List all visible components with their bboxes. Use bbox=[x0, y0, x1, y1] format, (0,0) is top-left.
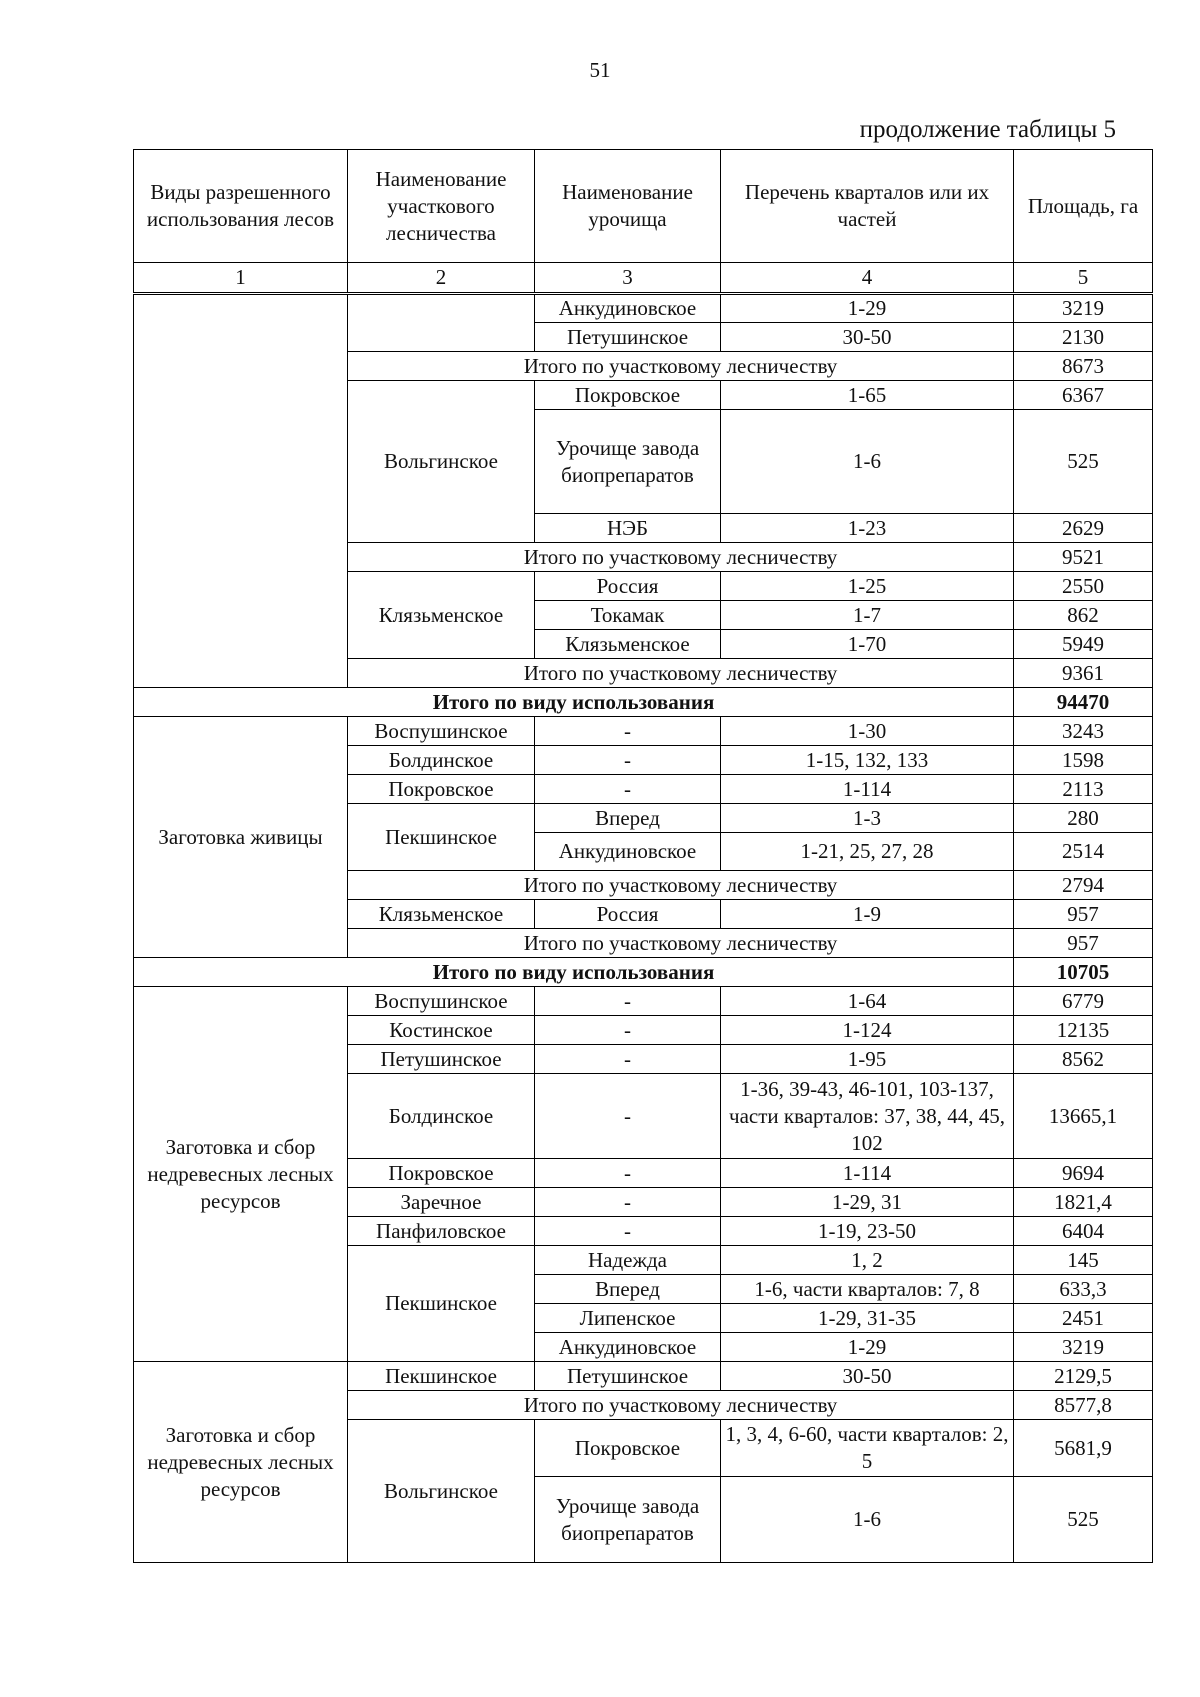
area-cell: 2794 bbox=[1014, 871, 1153, 900]
forestry-cell: Петушинское bbox=[348, 1045, 535, 1074]
area-cell: 145 bbox=[1014, 1246, 1153, 1275]
quarters-cell: 1-64 bbox=[721, 987, 1014, 1016]
subtotal-label: Итого по участковому лесничеству bbox=[348, 871, 1014, 900]
tract-cell: - bbox=[535, 1188, 721, 1217]
quarters-cell: 1-124 bbox=[721, 1016, 1014, 1045]
total-row bbox=[134, 958, 1153, 987]
subtotal-label: Итого по участковому лесничеству bbox=[348, 543, 1014, 572]
forestry-cell: Вольгинское bbox=[348, 1420, 535, 1563]
area-cell: 957 bbox=[1014, 929, 1153, 958]
area-cell: 9361 bbox=[1014, 659, 1153, 688]
forestry-cell: Заречное bbox=[348, 1188, 535, 1217]
tract-cell: - bbox=[535, 717, 721, 746]
quarters-cell: 1-36, 39-43, 46-101, 103-137, части кварталов: 37, 38, 44, 45, 102 bbox=[721, 1074, 1014, 1159]
tract-cell: Урочище завода биопрепаратов bbox=[535, 1477, 721, 1563]
header-cell: Перечень кварталов или их частей bbox=[721, 150, 1014, 263]
tract-cell: Вперед bbox=[535, 1275, 721, 1304]
tract-cell: Токамак bbox=[535, 601, 721, 630]
forestry-cell: Пекшинское bbox=[348, 1362, 535, 1391]
tract-cell: - bbox=[535, 1016, 721, 1045]
tract-cell: Петушинское bbox=[535, 323, 721, 352]
forestry-cell: Панфиловское bbox=[348, 1217, 535, 1246]
area-cell: 8673 bbox=[1014, 352, 1153, 381]
area-cell: 6779 bbox=[1014, 987, 1153, 1016]
subtotal-label: Итого по участковому лесничеству bbox=[348, 659, 1014, 688]
header-cell: Наименование участкового лесничества bbox=[348, 150, 535, 263]
column-number: 1 bbox=[134, 263, 348, 294]
header-row bbox=[134, 150, 1153, 263]
forestry-cell: Клязьменское bbox=[348, 900, 535, 929]
quarters-cell: 1-70 bbox=[721, 630, 1014, 659]
area-cell: 2113 bbox=[1014, 775, 1153, 804]
quarters-cell: 1-6, части кварталов: 7, 8 bbox=[721, 1275, 1014, 1304]
use-type-cell bbox=[134, 294, 348, 688]
quarters-cell: 1, 2 bbox=[721, 1246, 1014, 1275]
quarters-cell: 1-6 bbox=[721, 410, 1014, 514]
tract-cell: Анкудиновское bbox=[535, 1333, 721, 1362]
quarters-cell: 1-114 bbox=[721, 1159, 1014, 1188]
area-cell: 2550 bbox=[1014, 572, 1153, 601]
tract-cell: - bbox=[535, 1045, 721, 1074]
header-cell: Наименование урочища bbox=[535, 150, 721, 263]
quarters-cell: 30-50 bbox=[721, 323, 1014, 352]
quarters-cell: 30-50 bbox=[721, 1362, 1014, 1391]
tract-cell: Вперед bbox=[535, 804, 721, 833]
tract-cell: - bbox=[535, 1074, 721, 1159]
area-cell: 8577,8 bbox=[1014, 1391, 1153, 1420]
header-cell: Площадь, га bbox=[1014, 150, 1153, 263]
area-cell: 2130 bbox=[1014, 323, 1153, 352]
area-cell: 3219 bbox=[1014, 1333, 1153, 1362]
area-cell: 13665,1 bbox=[1014, 1074, 1153, 1159]
quarters-cell: 1-21, 25, 27, 28 bbox=[721, 833, 1014, 871]
tract-cell: Покровское bbox=[535, 381, 721, 410]
tract-cell: - bbox=[535, 1217, 721, 1246]
page-number: 51 bbox=[589, 58, 611, 82]
tract-cell: - bbox=[535, 775, 721, 804]
area-cell: 525 bbox=[1014, 410, 1153, 514]
total-area-cell: 94470 bbox=[1014, 688, 1153, 717]
quarters-cell: 1, 3, 4, 6-60, части кварталов: 2, 5 bbox=[721, 1420, 1014, 1477]
area-cell: 957 bbox=[1014, 900, 1153, 929]
total-area-cell: 10705 bbox=[1014, 958, 1153, 987]
use-type-cell: Заготовка и сбор недревесных лесных ресурсов bbox=[134, 1362, 348, 1563]
tract-cell: - bbox=[535, 1159, 721, 1188]
area-cell: 3219 bbox=[1014, 294, 1153, 323]
tract-cell: Липенское bbox=[535, 1304, 721, 1333]
use-type-cell: Заготовка живицы bbox=[134, 717, 348, 958]
tract-cell: - bbox=[535, 987, 721, 1016]
tract-cell: Клязьменское bbox=[535, 630, 721, 659]
column-number: 3 bbox=[535, 263, 721, 294]
forestry-cell: Костинское bbox=[348, 1016, 535, 1045]
quarters-cell: 1-29 bbox=[721, 294, 1014, 323]
area-cell: 5949 bbox=[1014, 630, 1153, 659]
tract-cell: НЭБ bbox=[535, 514, 721, 543]
area-cell: 6367 bbox=[1014, 381, 1153, 410]
column-number: 4 bbox=[721, 263, 1014, 294]
forestry-cell: Болдинское bbox=[348, 1074, 535, 1159]
quarters-cell: 1-25 bbox=[721, 572, 1014, 601]
forestry-cell: Клязьменское bbox=[348, 572, 535, 659]
area-cell: 2514 bbox=[1014, 833, 1153, 871]
tract-cell: Покровское bbox=[535, 1420, 721, 1477]
use-type-cell: Заготовка и сбор недревесных лесных ресурсов bbox=[134, 987, 348, 1362]
quarters-cell: 1-7 bbox=[721, 601, 1014, 630]
tract-cell: - bbox=[535, 746, 721, 775]
area-cell: 280 bbox=[1014, 804, 1153, 833]
area-cell: 5681,9 bbox=[1014, 1420, 1153, 1477]
forestry-cell: Покровское bbox=[348, 1159, 535, 1188]
quarters-cell: 1-23 bbox=[721, 514, 1014, 543]
total-row bbox=[134, 688, 1153, 717]
quarters-cell: 1-19, 23-50 bbox=[721, 1217, 1014, 1246]
subtotal-label: Итого по участковому лесничеству bbox=[348, 352, 1014, 381]
area-cell: 633,3 bbox=[1014, 1275, 1153, 1304]
quarters-cell: 1-15, 132, 133 bbox=[721, 746, 1014, 775]
quarters-cell: 1-9 bbox=[721, 900, 1014, 929]
area-cell: 9521 bbox=[1014, 543, 1153, 572]
quarters-cell: 1-6 bbox=[721, 1477, 1014, 1563]
area-cell: 1821,4 bbox=[1014, 1188, 1153, 1217]
forestry-cell: Воспушинское bbox=[348, 717, 535, 746]
tract-cell: Урочище завода биопрепаратов bbox=[535, 410, 721, 514]
subtotal-label: Итого по участковому лесничеству bbox=[348, 1391, 1014, 1420]
area-cell: 12135 bbox=[1014, 1016, 1153, 1045]
tract-cell: Россия bbox=[535, 572, 721, 601]
table-row bbox=[134, 717, 1153, 746]
table-row bbox=[134, 1362, 1153, 1391]
tract-cell: Анкудиновское bbox=[535, 294, 721, 323]
table-row bbox=[134, 987, 1153, 1016]
quarters-cell: 1-95 bbox=[721, 1045, 1014, 1074]
forestry-cell: Покровское bbox=[348, 775, 535, 804]
table-row bbox=[134, 294, 1153, 323]
forestry-cell: Пекшинское bbox=[348, 804, 535, 871]
quarters-cell: 1-65 bbox=[721, 381, 1014, 410]
column-number: 2 bbox=[348, 263, 535, 294]
area-cell: 9694 bbox=[1014, 1159, 1153, 1188]
quarters-cell: 1-114 bbox=[721, 775, 1014, 804]
forestry-cell: Болдинское bbox=[348, 746, 535, 775]
tract-cell: Надежда bbox=[535, 1246, 721, 1275]
tract-cell: Россия bbox=[535, 900, 721, 929]
quarters-cell: 1-29 bbox=[721, 1333, 1014, 1362]
quarters-cell: 1-29, 31 bbox=[721, 1188, 1014, 1217]
quarters-cell: 1-3 bbox=[721, 804, 1014, 833]
column-number: 5 bbox=[1014, 263, 1153, 294]
forestry-cell bbox=[348, 294, 535, 352]
area-cell: 6404 bbox=[1014, 1217, 1153, 1246]
forestry-cell: Вольгинское bbox=[348, 381, 535, 543]
area-cell: 2129,5 bbox=[1014, 1362, 1153, 1391]
area-cell: 8562 bbox=[1014, 1045, 1153, 1074]
forest-use-table bbox=[133, 149, 1153, 1563]
header-cell: Виды разрешенного использования лесов bbox=[134, 150, 348, 263]
area-cell: 1598 bbox=[1014, 746, 1153, 775]
subtotal-label: Итого по участковому лесничеству bbox=[348, 929, 1014, 958]
area-cell: 2629 bbox=[1014, 514, 1153, 543]
total-label: Итого по виду использования bbox=[134, 688, 1014, 717]
area-cell: 525 bbox=[1014, 1477, 1153, 1563]
tract-cell: Петушинское bbox=[535, 1362, 721, 1391]
total-label: Итого по виду использования bbox=[134, 958, 1014, 987]
area-cell: 862 bbox=[1014, 601, 1153, 630]
forestry-cell: Воспушинское bbox=[348, 987, 535, 1016]
column-number-row bbox=[134, 263, 1153, 294]
forestry-cell: Пекшинское bbox=[348, 1246, 535, 1362]
area-cell: 3243 bbox=[1014, 717, 1153, 746]
area-cell: 2451 bbox=[1014, 1304, 1153, 1333]
quarters-cell: 1-30 bbox=[721, 717, 1014, 746]
tract-cell: Анкудиновское bbox=[535, 833, 721, 871]
table-caption: продолжение таблицы 5 bbox=[859, 116, 1116, 143]
quarters-cell: 1-29, 31-35 bbox=[721, 1304, 1014, 1333]
